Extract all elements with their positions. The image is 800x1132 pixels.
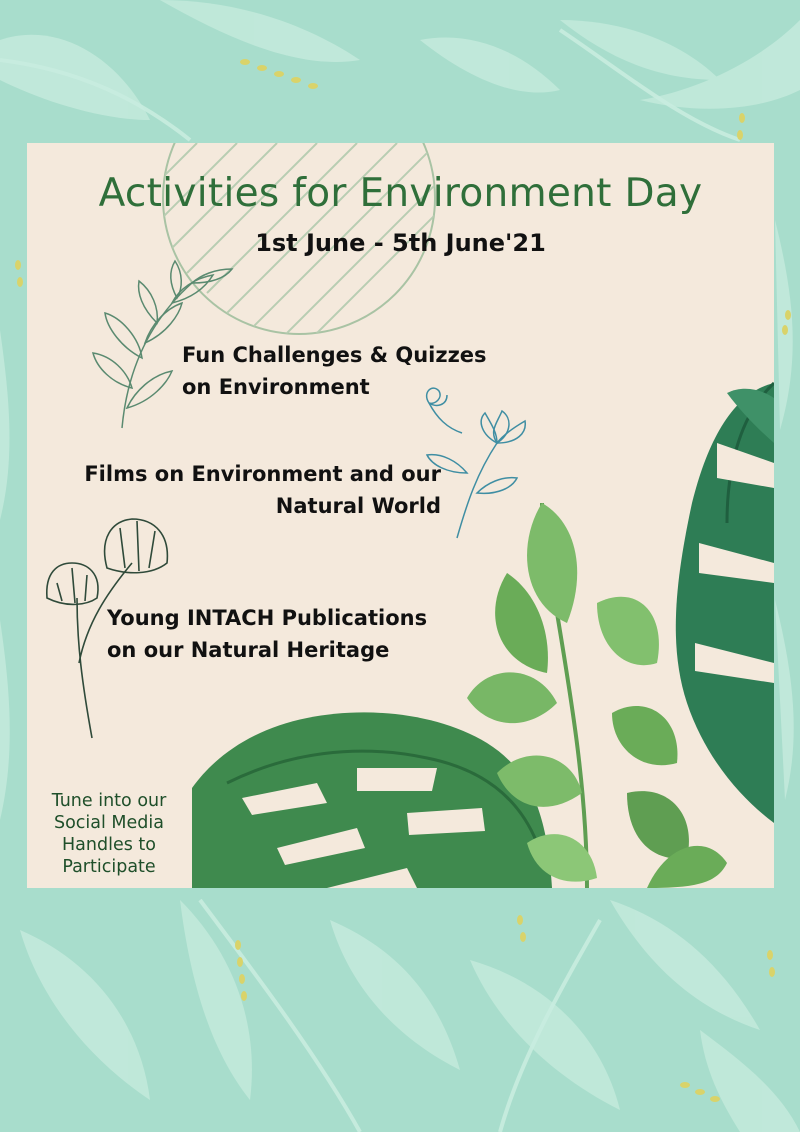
cta-line: Tune into our <box>51 791 167 811</box>
activity-line: Films on Environment and our <box>84 462 441 486</box>
activity-line: Natural World <box>275 494 441 518</box>
activity-line: Fun Challenges & Quizzes <box>182 343 487 367</box>
activity-line: on our Natural Heritage <box>107 638 390 662</box>
activity-line: Young INTACH Publications <box>107 606 428 630</box>
cta-line: Social Media <box>53 813 164 833</box>
activity-item <box>182 339 542 403</box>
cta-line: Handles to <box>62 835 156 855</box>
event-dates: 1st June - 5th June'21 <box>255 229 546 257</box>
poster-title: Activities for Environment Day <box>98 171 703 216</box>
activity-item <box>57 458 441 522</box>
activity-item <box>107 602 467 666</box>
activity-line: on Environment <box>182 375 370 399</box>
flower-sketch-icon <box>427 388 526 538</box>
cta-line: Participate <box>62 857 156 877</box>
social-media-call-to-action <box>29 790 189 878</box>
poster-card <box>27 143 774 888</box>
